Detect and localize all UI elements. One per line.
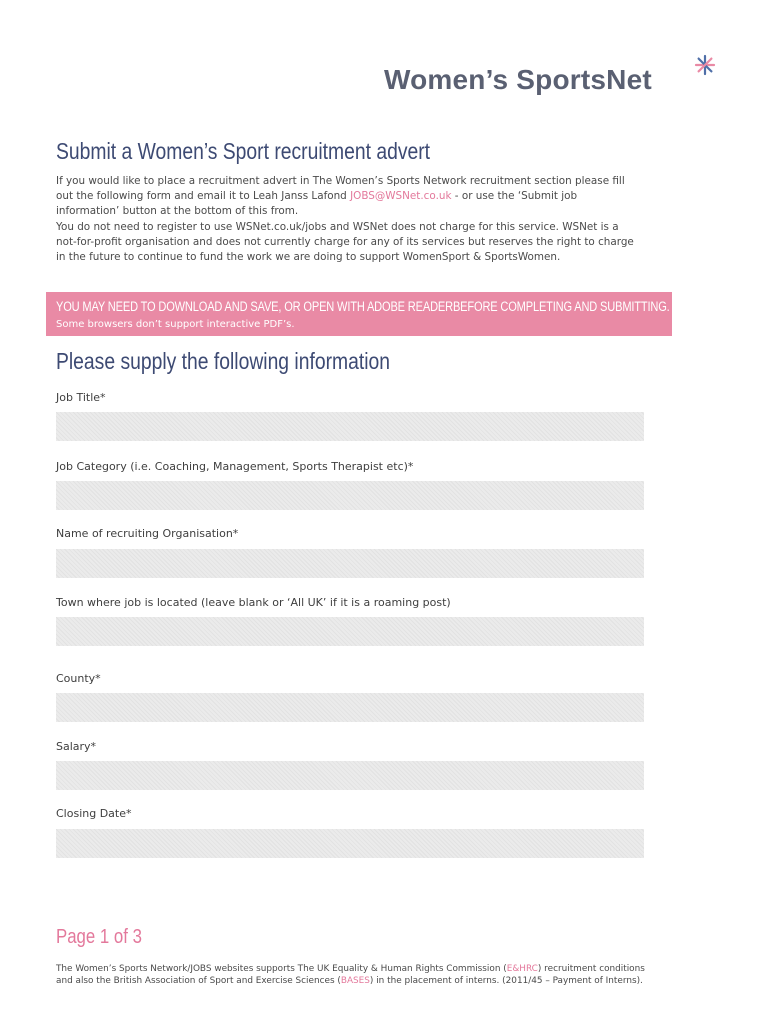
form-title: Please supply the following information bbox=[56, 348, 391, 374]
notice-banner bbox=[46, 292, 672, 336]
intro-text: If you would like to place a recruitment advert in The Women’s Sports Network recruitment section please fill out the following form and email it to Leah Janss Lafond bbox=[56, 175, 625, 202]
footer-text-end: ) in the placement of interns. (2011/45 – Payment of Interns). bbox=[369, 976, 643, 986]
organisation-input[interactable] bbox=[56, 549, 644, 578]
email-link[interactable]: JOBS@WSNet.co.uk bbox=[350, 190, 452, 202]
footer-text-middle: ) recruitment conditions and also the British Association of Sport and Exercise Sciences ( bbox=[56, 964, 645, 986]
county-input[interactable] bbox=[56, 693, 644, 722]
logo-text: Women’s SportsNet bbox=[384, 64, 652, 95]
bases-link[interactable]: BASES bbox=[340, 976, 370, 986]
town-input[interactable] bbox=[56, 617, 644, 646]
ehrc-link[interactable]: E&HRC bbox=[506, 964, 538, 974]
closing-date-label: Closing Date* bbox=[56, 807, 132, 820]
job-category-label: Job Category (i.e. Coaching, Management, Sports Therapist etc)* bbox=[56, 460, 414, 473]
intro-text-continued: - or use the ‘Submit job information’ button at the bottom of this from. bbox=[56, 190, 578, 217]
footer-note bbox=[56, 963, 646, 987]
brand-logo bbox=[384, 54, 724, 100]
banner-notice-text: YOU MAY NEED TO DOWNLOAD AND SAVE, OR OPEN WITH ADOBE READERBEFORE COMPLETING AND SUBMITTING. bbox=[56, 299, 670, 314]
closing-date-input[interactable] bbox=[56, 829, 644, 858]
intro-paragraph-2: You do not need to register to use WSNet.co.uk/jobs and WSNet does not charge for this service. WSNet is a not-for-profit organisation and does not currently charge for any of its services but reserves the right to charge in the future to continue to fund the work we are doing to support WomenSport & SportsWomen. bbox=[56, 221, 634, 263]
page-title: Submit a Women’s Sport recruitment advert bbox=[56, 138, 431, 164]
salary-input[interactable] bbox=[56, 761, 644, 790]
page-indicator: Page 1 of 3 bbox=[56, 926, 142, 948]
county-label: County* bbox=[56, 672, 101, 685]
job-title-label: Job Title* bbox=[56, 391, 106, 404]
asterisk-star-icon bbox=[694, 54, 716, 76]
organisation-label: Name of recruiting Organisation* bbox=[56, 527, 239, 540]
town-label: Town where job is located (leave blank or ‘All UK’ if it is a roaming post) bbox=[56, 596, 451, 609]
salary-label: Salary* bbox=[56, 740, 97, 753]
intro-paragraph-1 bbox=[56, 174, 636, 219]
footer-text: The Women’s Sports Network/JOBS websites supports The UK Equality & Human Rights Commission ( bbox=[56, 964, 507, 974]
job-title-input[interactable] bbox=[56, 412, 644, 441]
banner-subtext: Some browsers don’t support interactive PDF’s. bbox=[56, 319, 295, 330]
job-category-input[interactable] bbox=[56, 481, 644, 510]
